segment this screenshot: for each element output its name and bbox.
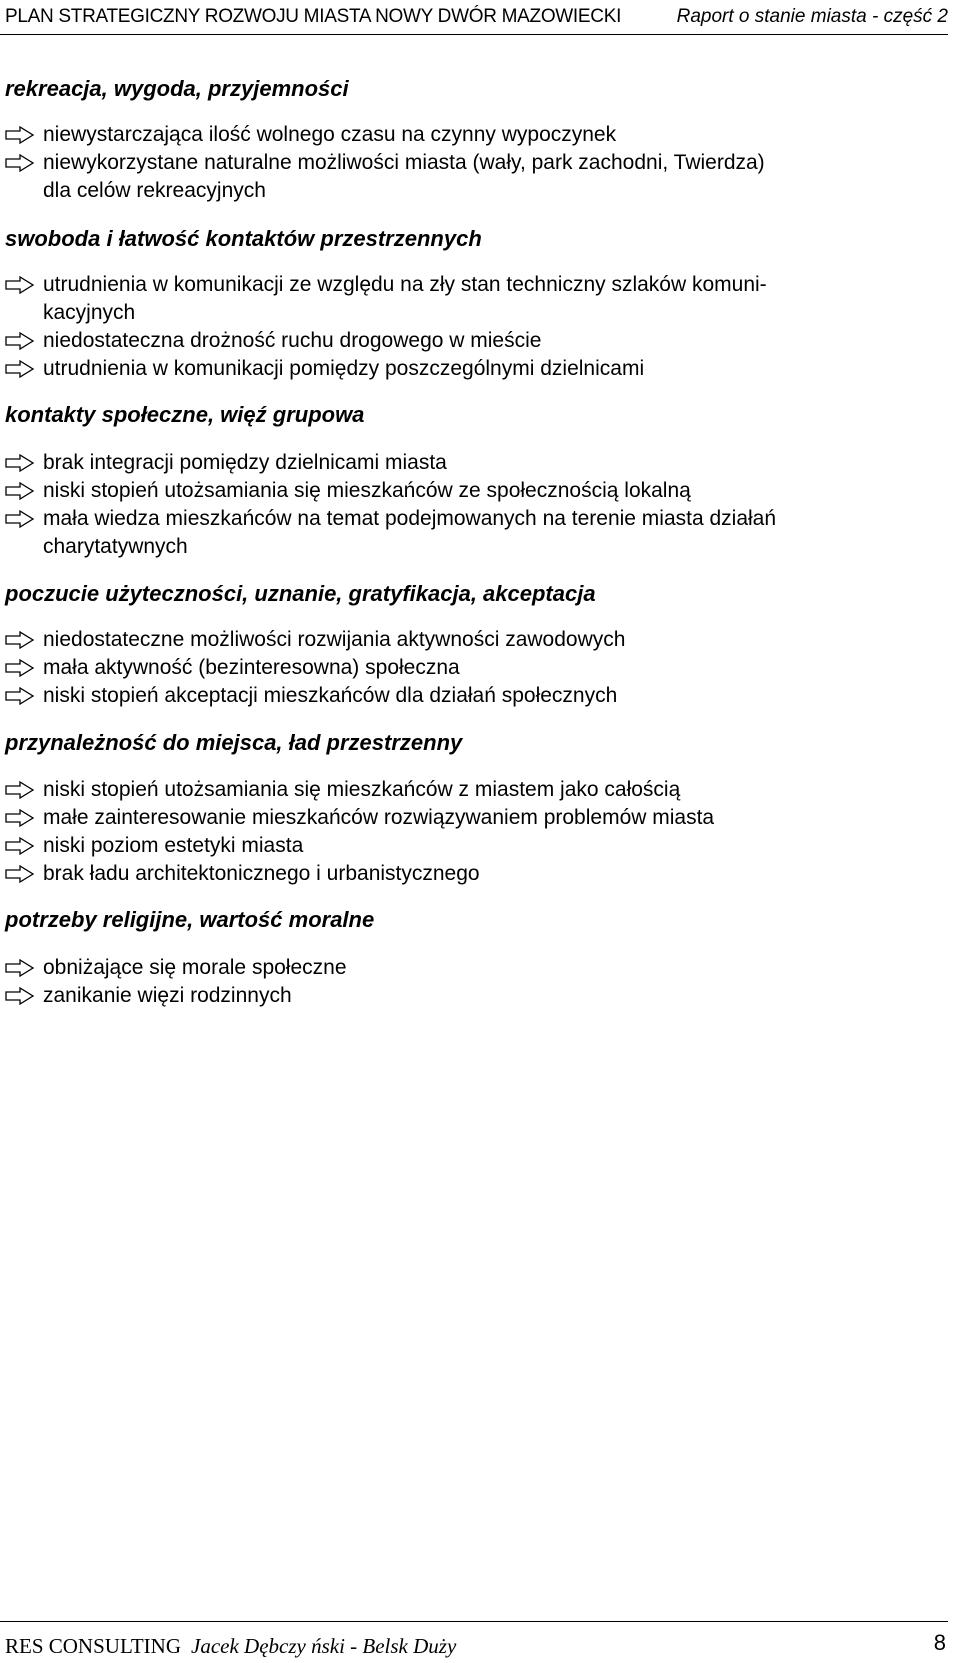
list-item: brak ładu architektonicznego i urbanistycznego	[5, 860, 945, 888]
list-item: brak integracji pomiędzy dzielnicami miasta	[5, 449, 945, 477]
footer-credit	[5, 1634, 456, 1659]
list-item: niedostateczne możliwości rozwijania aktywności zawodowych	[5, 626, 945, 654]
list-item: niski stopień akceptacji mieszkańców dla działań społecznych	[5, 682, 945, 710]
list-item: obniżające się morale społeczne	[5, 954, 945, 982]
document-subtitle: Raport o stanie miasta - część 2	[676, 6, 948, 27]
list-item: mała wiedza mieszkańców na temat podejmowanych na terenie miasta działań charytatywnych	[5, 505, 945, 561]
arrow-right-icon	[5, 987, 35, 1005]
list-item: zanikanie więzi rodzinnych	[5, 982, 945, 1010]
list-item: niski stopień utożsamiania się mieszkańców ze społecznością lokalną	[5, 477, 945, 505]
arrow-right-icon	[5, 510, 35, 528]
document-title: PLAN STRATEGICZNY ROZWOJU MIASTA NOWY DWÓR MAZOWIECKI	[5, 6, 622, 27]
arrow-right-icon	[5, 687, 35, 705]
arrow-right-icon	[5, 659, 35, 677]
list-item: małe zainteresowanie mieszkańców rozwiązywaniem problemów miasta	[5, 804, 945, 832]
page-footer	[0, 1621, 948, 1662]
arrow-right-icon	[5, 865, 35, 883]
section-title-potrzeby: potrzeby religijne, wartość moralne	[5, 907, 375, 932]
section-title-przynaleznosc: przynależność do miejsca, ład przestrzenny	[5, 730, 463, 755]
arrow-right-icon	[5, 276, 35, 294]
footer-authors: Jacek Dębczy ński - Belsk Duży	[191, 1634, 457, 1658]
arrow-right-icon	[5, 126, 35, 144]
list-item: niewystarczająca ilość wolnego czasu na czynny wypoczynek	[5, 121, 945, 149]
list-item: niedostateczna drożność ruchu drogowego w mieście	[5, 327, 945, 355]
list-item: niewykorzystane naturalne możliwości miasta (wały, park zachodni, Twierdza) dla celów rekreacyjnych	[5, 149, 945, 205]
arrow-right-icon	[5, 809, 35, 827]
arrow-right-icon	[5, 959, 35, 977]
list-item: utrudnienia w komunikacji pomiędzy poszczególnymi dzielnicami	[5, 355, 945, 383]
section-title-swoboda: swoboda i łatwość kontaktów przestrzennych	[5, 226, 482, 251]
arrow-right-icon	[5, 154, 35, 172]
arrow-right-icon	[5, 454, 35, 472]
list-item: utrudnienia w komunikacji ze względu na zły stan techniczny szlaków komuni- kacyjnych	[5, 271, 945, 327]
arrow-right-icon	[5, 631, 35, 649]
arrow-right-icon	[5, 482, 35, 500]
list-item: niski poziom estetyki miasta	[5, 832, 945, 860]
arrow-right-icon	[5, 332, 35, 350]
footer-company: RES CONSULTING	[5, 1634, 181, 1658]
list-item: niski stopień utożsamiania się mieszkańców z miastem jako całością	[5, 776, 945, 804]
arrow-right-icon	[5, 837, 35, 855]
section-title-rekreacja: rekreacja, wygoda, przyjemności	[5, 76, 349, 101]
list-item: mała aktywność (bezinteresowna) społeczna	[5, 654, 945, 682]
arrow-right-icon	[5, 781, 35, 799]
section-title-kontakty: kontakty społeczne, więź grupowa	[5, 402, 365, 427]
section-title-poczucie: poczucie użyteczności, uznanie, gratyfikacja, akceptacja	[5, 581, 596, 606]
arrow-right-icon	[5, 360, 35, 378]
page-header	[0, 0, 948, 35]
page-number: 8	[933, 1630, 946, 1655]
